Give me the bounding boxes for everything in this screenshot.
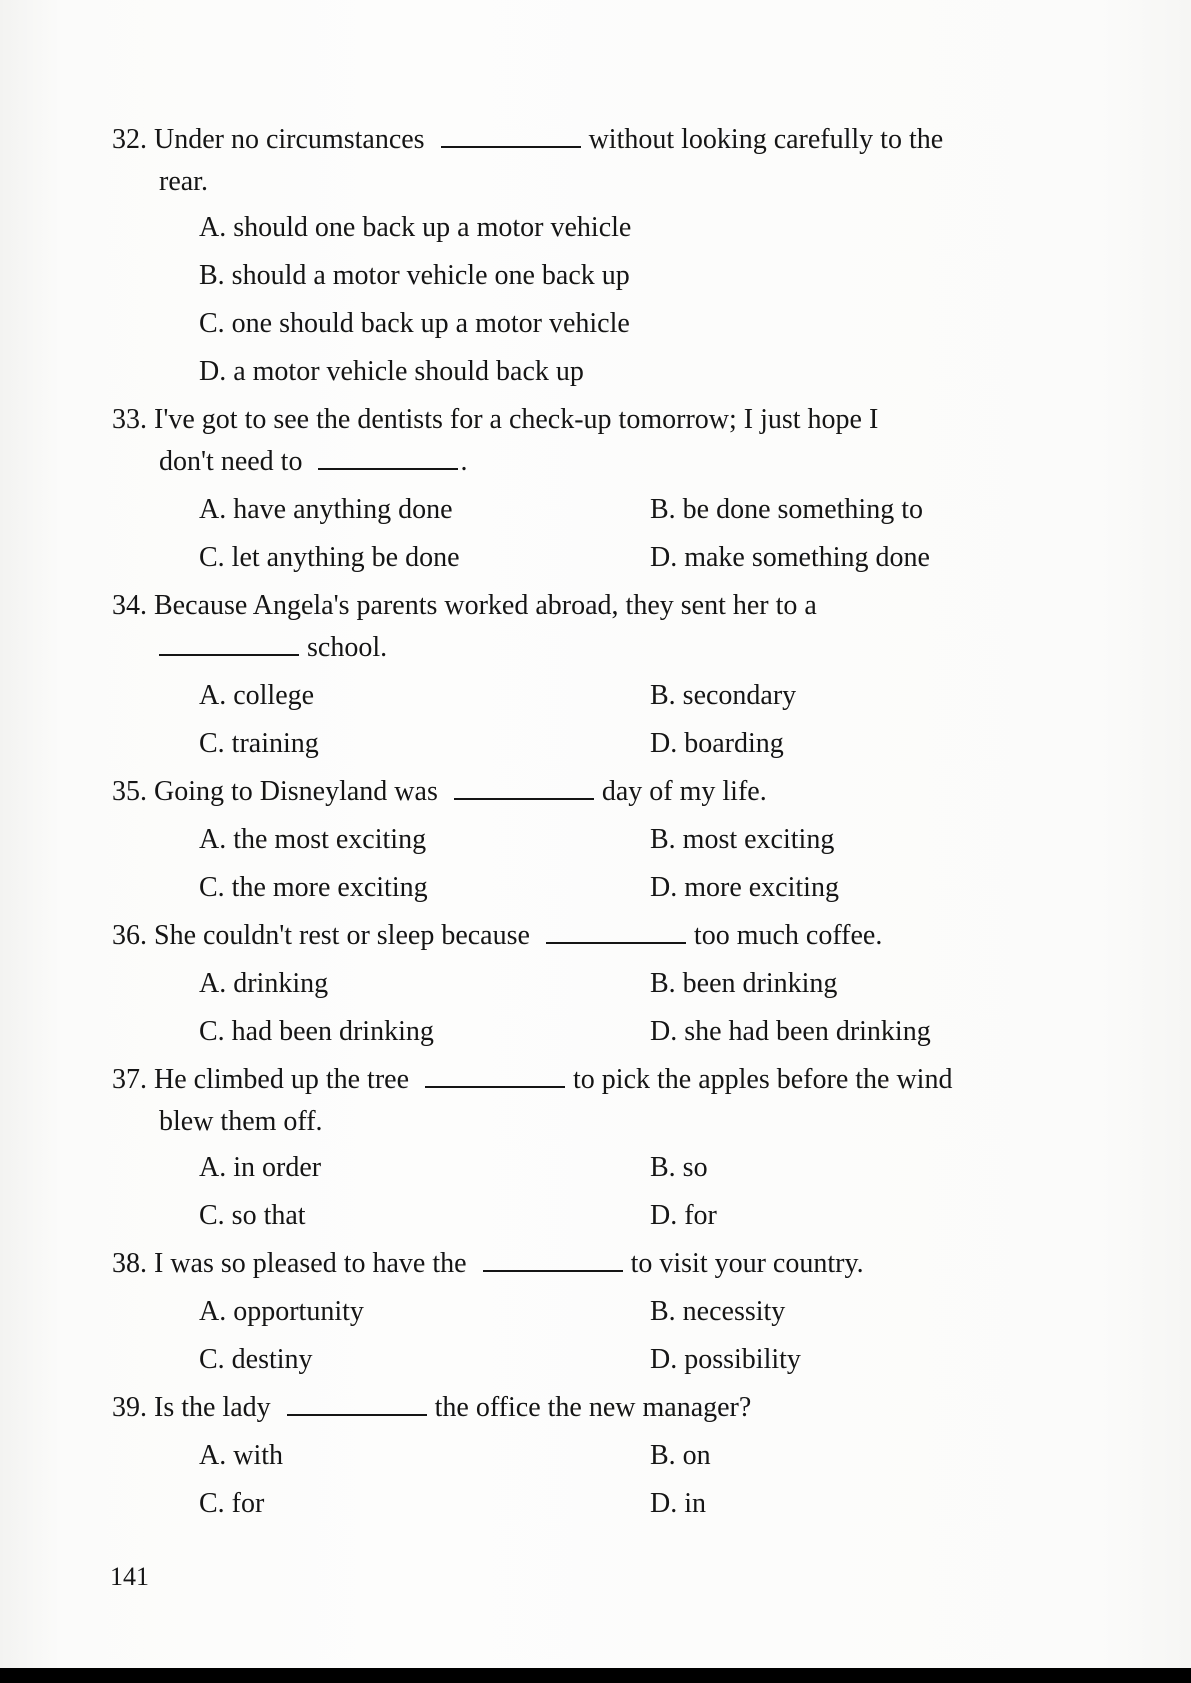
scan-border xyxy=(0,1668,1191,1683)
question-38-text-before: 38. I was so pleased to have the xyxy=(112,1248,467,1279)
question-35-option-b: B. most exciting xyxy=(650,824,835,855)
question-36-text-after: too much coffee. xyxy=(693,920,883,951)
question-34-text-after: school. xyxy=(307,632,388,663)
question-37-option-b: B. so xyxy=(650,1152,708,1183)
question-37-option-d: D. for xyxy=(650,1200,717,1231)
page-number: 141 xyxy=(110,1562,149,1591)
question-35-option-a: A. the most exciting xyxy=(199,824,427,855)
question-35-stem xyxy=(112,772,767,812)
question-35-option-d: D. more exciting xyxy=(650,872,839,903)
question-39-blank xyxy=(287,1388,427,1416)
question-34-stem: 34. Because Angela's parents worked abroad, they sent her to a xyxy=(112,590,817,621)
question-35-blank xyxy=(454,772,594,800)
question-33-option-a: A. have anything done xyxy=(199,494,453,525)
question-32-option-b: B. should a motor vehicle one back up xyxy=(199,260,630,291)
question-36-option-c: C. had been drinking xyxy=(199,1016,434,1047)
question-32-continuation: rear. xyxy=(159,166,208,197)
question-33-text-before: don't need to xyxy=(159,446,303,477)
question-34-blank xyxy=(159,628,299,656)
question-35-text-after: day of my life. xyxy=(601,776,767,807)
question-39-option-d: D. in xyxy=(650,1488,706,1519)
question-38-blank xyxy=(483,1244,623,1272)
question-33-option-d: D. make something done xyxy=(650,542,930,573)
question-32-option-a: A. should one back up a motor vehicle xyxy=(199,212,632,243)
question-39-stem xyxy=(112,1388,751,1428)
question-39-option-c: C. for xyxy=(199,1488,265,1519)
question-38-option-a: A. opportunity xyxy=(199,1296,364,1327)
question-36-stem xyxy=(112,916,882,956)
question-34-option-b: B. secondary xyxy=(650,680,797,711)
question-35-option-c: C. the more exciting xyxy=(199,872,428,903)
question-37-text-after: to pick the apples before the wind xyxy=(573,1064,953,1095)
question-33-stem: 33. I've got to see the dentists for a check-up tomorrow; I just hope I xyxy=(112,404,879,435)
question-35-text-before: 35. Going to Disneyland was xyxy=(112,776,438,807)
question-33-continuation xyxy=(159,442,467,482)
question-37-continuation: blew them off. xyxy=(159,1106,323,1137)
question-33-option-c: C. let anything be done xyxy=(199,542,460,573)
question-39-option-a: A. with xyxy=(199,1440,283,1471)
question-37-option-c: C. so that xyxy=(199,1200,306,1231)
question-36-text-before: 36. She couldn't rest or sleep because xyxy=(112,920,530,951)
question-36-option-a: A. drinking xyxy=(199,968,329,999)
question-39-text-after: the office the new manager? xyxy=(434,1392,752,1423)
question-32-blank xyxy=(441,120,581,148)
question-32-option-d: D. a motor vehicle should back up xyxy=(199,356,584,387)
question-38-text-after: to visit your country. xyxy=(630,1248,864,1279)
question-32-option-c: C. one should back up a motor vehicle xyxy=(199,308,630,339)
question-37-option-a: A. in order xyxy=(199,1152,322,1183)
question-36-option-d: D. she had been drinking xyxy=(650,1016,931,1047)
question-33-text-after: . xyxy=(460,446,468,477)
question-34-option-c: C. training xyxy=(199,728,319,759)
question-39-text-before: 39. Is the lady xyxy=(112,1392,271,1423)
question-32-text-before: 32. Under no circumstances xyxy=(112,124,425,155)
question-38-option-c: C. destiny xyxy=(199,1344,313,1375)
question-37-text-before: 37. He climbed up the tree xyxy=(112,1064,410,1095)
question-34-option-a: A. college xyxy=(199,680,315,711)
question-32-text-after: without looking carefully to the xyxy=(588,124,944,155)
question-32-stem xyxy=(112,120,943,160)
question-38-option-b: B. necessity xyxy=(650,1296,786,1327)
question-38-stem xyxy=(112,1244,864,1284)
question-33-option-b: B. be done something to xyxy=(650,494,923,525)
question-39-option-b: B. on xyxy=(650,1440,711,1471)
question-33-blank xyxy=(318,442,458,470)
question-36-blank xyxy=(546,916,686,944)
question-34-option-d: D. boarding xyxy=(650,728,784,759)
question-37-blank xyxy=(425,1060,565,1088)
question-36-option-b: B. been drinking xyxy=(650,968,838,999)
question-34-continuation xyxy=(159,628,387,668)
question-38-option-d: D. possibility xyxy=(650,1344,801,1375)
question-37-stem xyxy=(112,1060,952,1100)
